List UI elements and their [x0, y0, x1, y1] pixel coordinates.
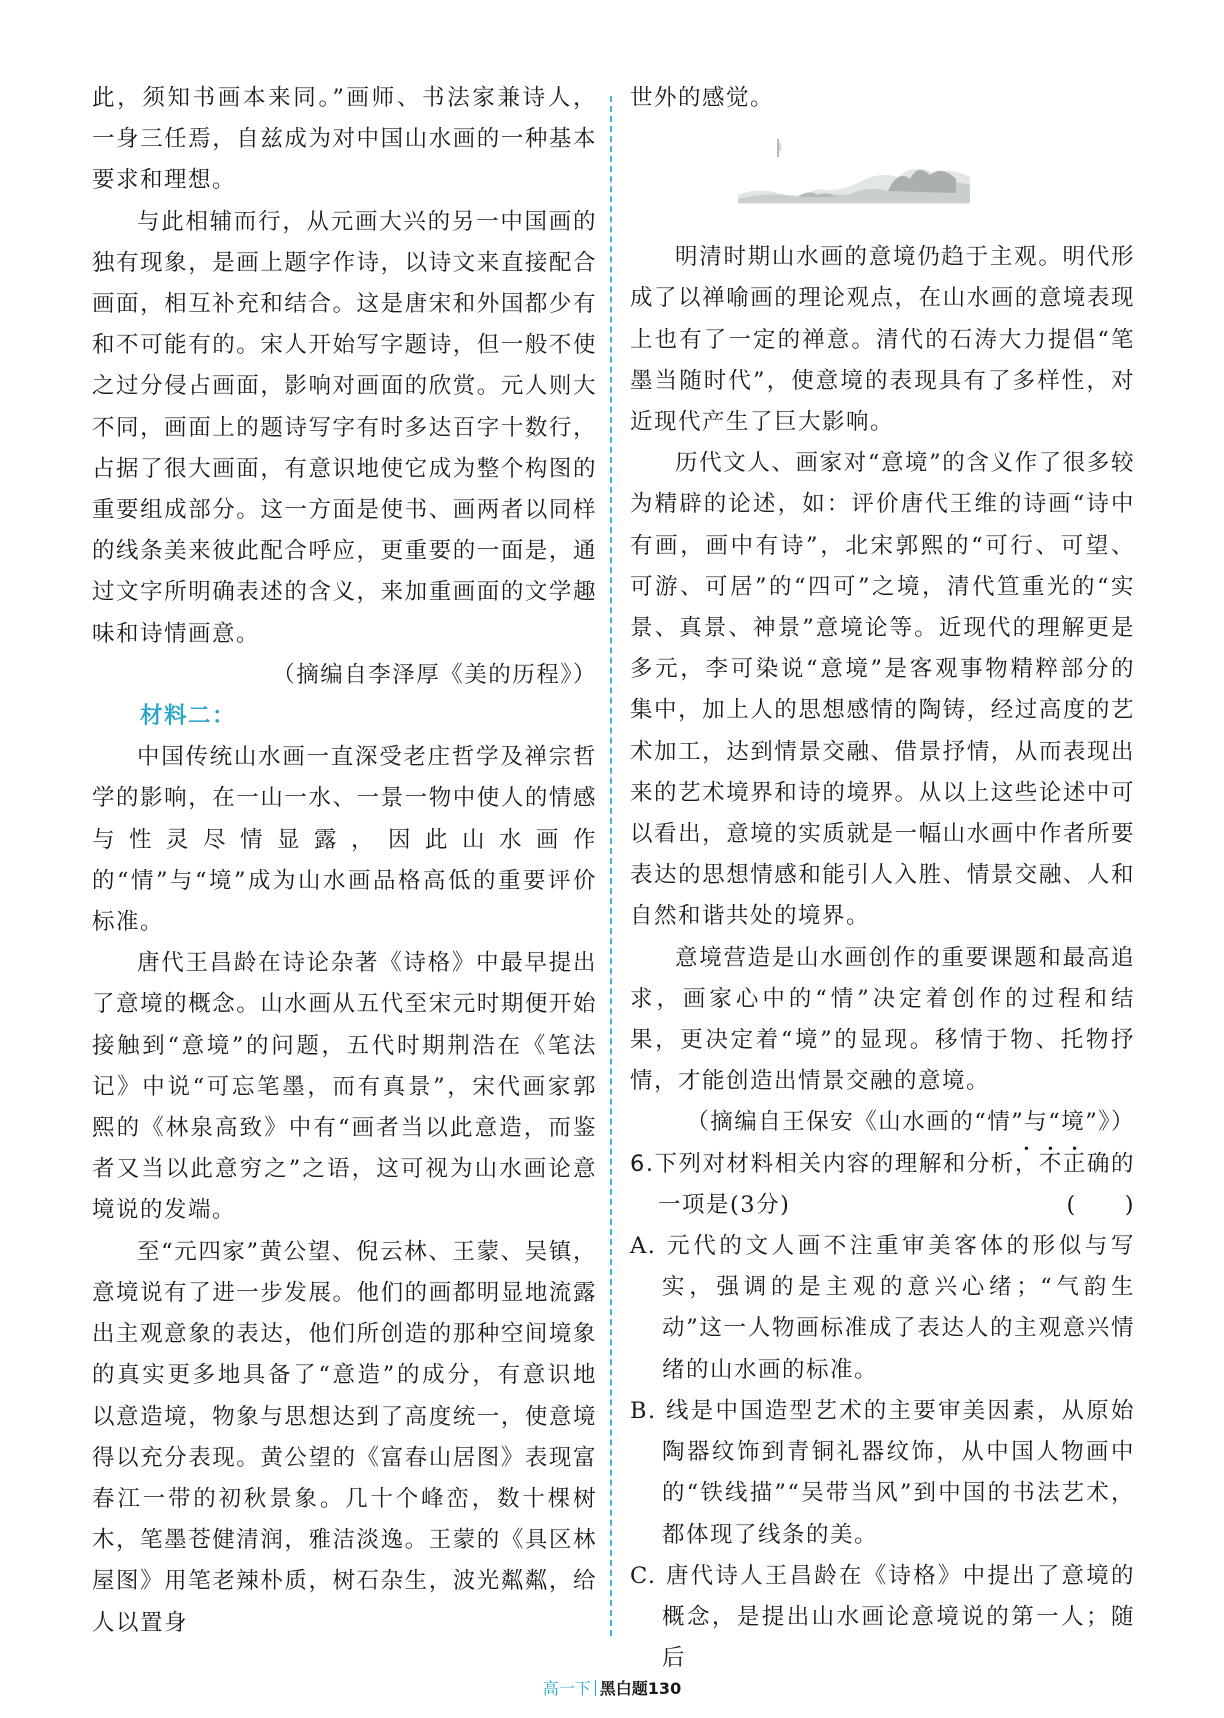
question-stem-text-after: 的一项是(3分) — [658, 1150, 1135, 1218]
emphasis-char-1: 不 — [1038, 1150, 1063, 1177]
left-paragraph-3: 中国传统山水画一直深受老庄哲学及禅宗哲学的影响，在一山一水、一景一物中使人的情感与性灵尽情显露，因此山水画作的“情”与“境”成为山水画品格高低的重要评价标准。 — [92, 744, 597, 936]
option-b: B. 线是中国造型艺术的主要审美因素，从原始陶器纹饰到青铜礼器纹饰，从中国人物画中的“铁线描”“吴带当风”到中国的书法艺术，都体现了线条的美。 — [630, 1397, 1135, 1548]
footer-separator — [595, 1680, 596, 1696]
emphasis-char-2: 正 — [1062, 1150, 1087, 1177]
left-paragraph-4: 唐代王昌龄在诗论杂著《诗格》中最早提出了意境的概念。山水画从五代至宋元时期便开始接触到“意境”的问题，五代时期荆浩在《笔法记》中说“可忘笔墨，而有真景”，宋代画家郭熙的《林泉高致》中有“画者当以此意造，而鉴者又当以此意穷之”之语，这可视为山水画论意境说的发端。 — [92, 950, 597, 1224]
right-paragraph-1: 明清时期山水画的意境仍趋于主观。明代形成了以禅喻画的理论观点，在山水画的意境表现上也有了一定的禅意。清代的石涛大力提倡“笔墨当随时代”，使意境的表现具有了多样性，对近现代产生了巨大影响。 — [630, 244, 1135, 436]
footer-grade: 高一下 — [542, 1679, 591, 1698]
question-6-stem — [630, 1144, 1135, 1226]
option-a: A. 元代的文人画不注重审美客体的形似与写实，强调的是主观的意兴心绪；“气韵生动”这一人物画标准成了表达人的主观意兴情绪的山水画的标准。 — [630, 1233, 1135, 1383]
emphasis-char-3: 确 — [1086, 1150, 1111, 1177]
right-paragraph-0: 世外的感觉。 — [630, 85, 775, 111]
question-stem-text-before: 下列对材料相关内容的理解和分析， — [654, 1150, 1039, 1177]
right-paragraph-3: 意境营造是山水画创作的重要课题和最高追求，画家心中的“情”决定着创作的过程和结果，更决定着“境”的显现。移情于物、托物抒情，才能创造出情景交融的意境。 — [630, 944, 1135, 1095]
answer-blank[interactable]: ( ) — [1066, 1191, 1135, 1218]
right-paragraph-2: 历代文人、画家对“意境”的含义作了很多较为精辟的论述，如：评价唐代王维的诗画“诗中有画，画中有诗”，北宋郭熙的“可行、可望、可游、可居”的“四可”之境，清代笪重光的“实景、真景、神景”意境论等。近现代的理解更是多元，李可染说“意境”是客观事物精粹部分的集中，加上人的思想感情的陶铸，经过高度的艺术加工，达到情景交融、借景抒情，从而表现出来的艺术境界和诗的境界。从以上这些论述中可以看出，意境的实质就是一幅山水画中作者所要表达的思想情感和能引人入胜、情景交融、人和自然和谐共处的境界。 — [630, 450, 1135, 930]
page-footer — [0, 1676, 1224, 1699]
question-number: 6. — [630, 1150, 655, 1177]
source-citation-1: （摘编自李泽厚《美的历程》） — [272, 661, 597, 688]
left-paragraph-2: 与此相辅而行，从元画大兴的另一中国画的独有现象，是画上题字作诗，以诗文来直接配合画面，相互补充和结合。这是唐宋和外国都少有和不可能有的。宋人开始写字题诗，但一般不使之过分侵占画面，影响对画面的欣赏。元人则大不同，画面上的题诗写字有时多达百字十数行，占据了很大画面，有意识地使它成为整个构图的重要组成部分。这一方面是使书、画两者以同样的线条美来彼此配合呼应，更重要的一面是，通过文字所明确表述的含义，来加重画面的文学趣味和诗情画意。 — [92, 208, 597, 647]
left-paragraph-5: 至“元四家”黄公望、倪云林、王蒙、吴镇，意境说有了进一步发展。他们的画都明显地流露出主观意象的表达，他们所创造的那种空间境象的真实更多地具备了“意造”的成分，有意识地以意造境，物象与思想达到了高度统一，使意境得以充分表现。黄公望的《富春山居图》表现富春江一带的初秋景象。几十个峰峦，数十棵树木，笔墨苍健清润，雅洁淡逸。王蒙的《具区林屋图》用笔老辣朴质，树石杂生，波光粼粼，给人以置身 — [92, 1238, 597, 1636]
column-divider — [610, 96, 612, 1636]
section-label-material-2: 材料二： — [140, 703, 237, 730]
landscape-painting-image — [738, 133, 970, 209]
source-citation-2: （摘编自王保安《山水画的“情”与“境”》） — [686, 1109, 1135, 1136]
left-column — [92, 78, 597, 1644]
option-c: C. 唐代诗人王昌龄在《诗格》中提出了意境的概念，是提出山水画论意境说的第一人；随后 — [630, 1562, 1135, 1672]
left-paragraph-1: 此，须知书画本来同。”画师、书法家兼诗人，一身三任焉，自兹成为对中国山水画的一种基本要求和理想。 — [92, 85, 597, 194]
right-column — [630, 78, 1135, 1679]
footer-book-page: 黑白题130 — [599, 1679, 682, 1698]
